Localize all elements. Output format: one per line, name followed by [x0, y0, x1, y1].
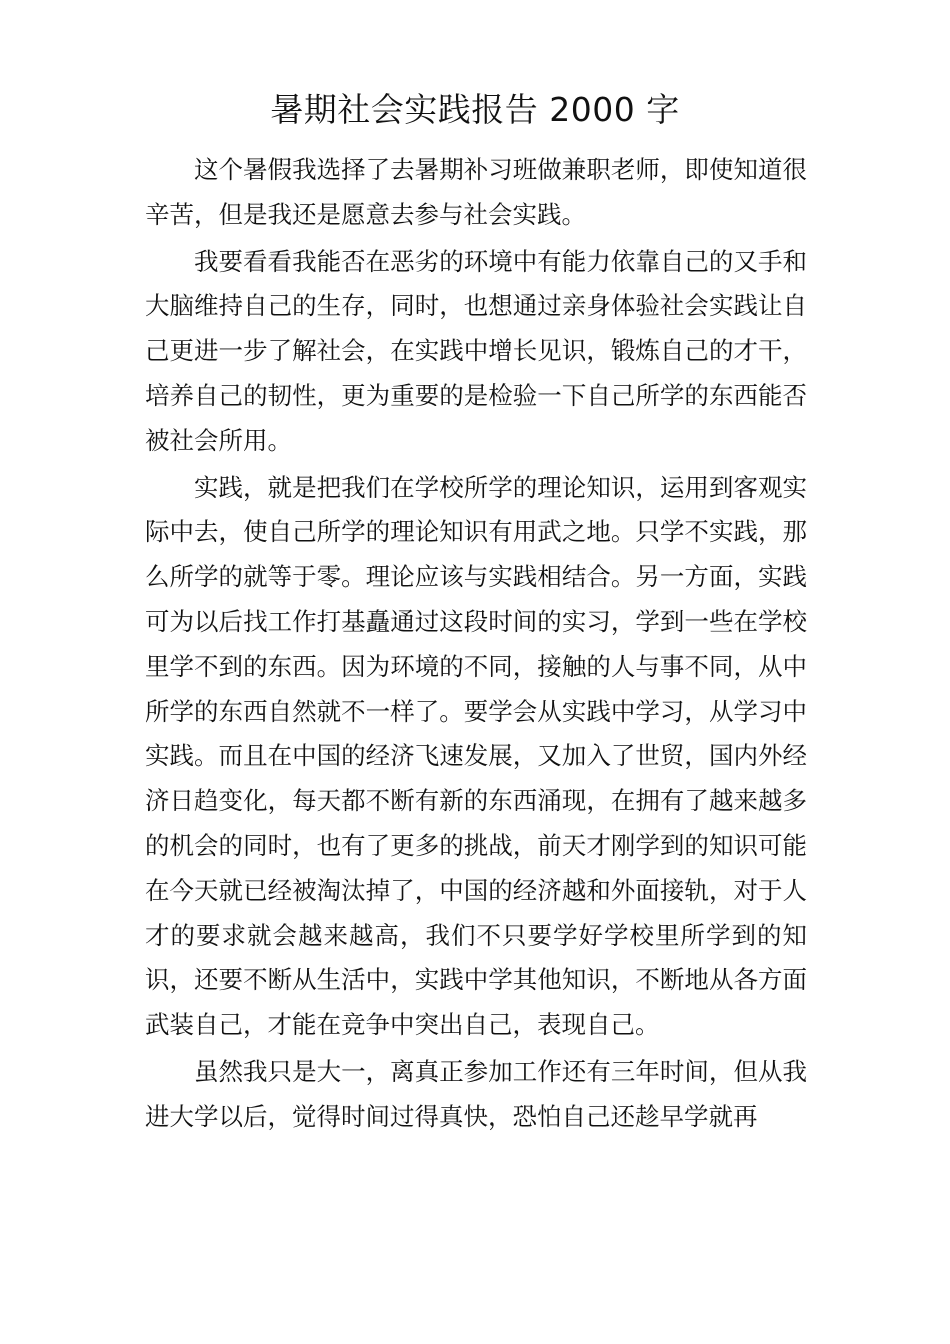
- paragraph-4: 虽然我只是大一，离真正参加工作还有三年时间，但从我进大学以后，觉得时间过得真快，恐怕自己还趁早学就再: [145, 1056, 807, 1131]
- paragraph-1: 这个暑假我选择了去暑期补习班做兼职老师，即使知道很辛苦，但是我还是愿意去参与社会实践。: [145, 155, 807, 229]
- paragraph-2: 我要看看我能否在恶劣的环境中有能力依靠自己的又手和大脑维持自己的生存，同时，也想通过亲身体验社会实践让自己更进一步了解社会，在实践中增长见识，锻炼自己的才干，培养自己的韧性，更为重要的是检验一下自己所学的东西能否被社会所用。: [145, 246, 807, 455]
- document-body: [145, 148, 807, 1142]
- paragraph-3: 实践，就是把我们在学校所学的理论知识，运用到客观实际中去，使自己所学的理论知识有用武之地。只学不实践，那么所学的就等于零。理论应该与实践相结合。另一方面，实践可为以后找工作打基矗通过这段时间的实习，学到一些在学校里学不到的东西。因为环境的不同，接触的人与事不同，从中所学的东西自然就不一样了。要学会从实践中学习，从学习中实践。而且在中国的经济飞速发展，又加入了世贸，国内外经济日趋变化，每天都不断有新的东西涌现，在拥有了越来越多的机会的同时，也有了更多的挑战，前天才刚学到的知识可能在今天就已经被淘汰掉了，中国的经济越和外面接轨，对于人才的要求就会越来越高，我们不只要学好学校里所学到的知识，还要不断从生活中，实践中学其他知识，不断地从各方面武装自己，才能在竞争中突出自己，表现自己。: [145, 472, 807, 1040]
- document-title: 暑期社会实践报告 2000 字: [270, 90, 680, 129]
